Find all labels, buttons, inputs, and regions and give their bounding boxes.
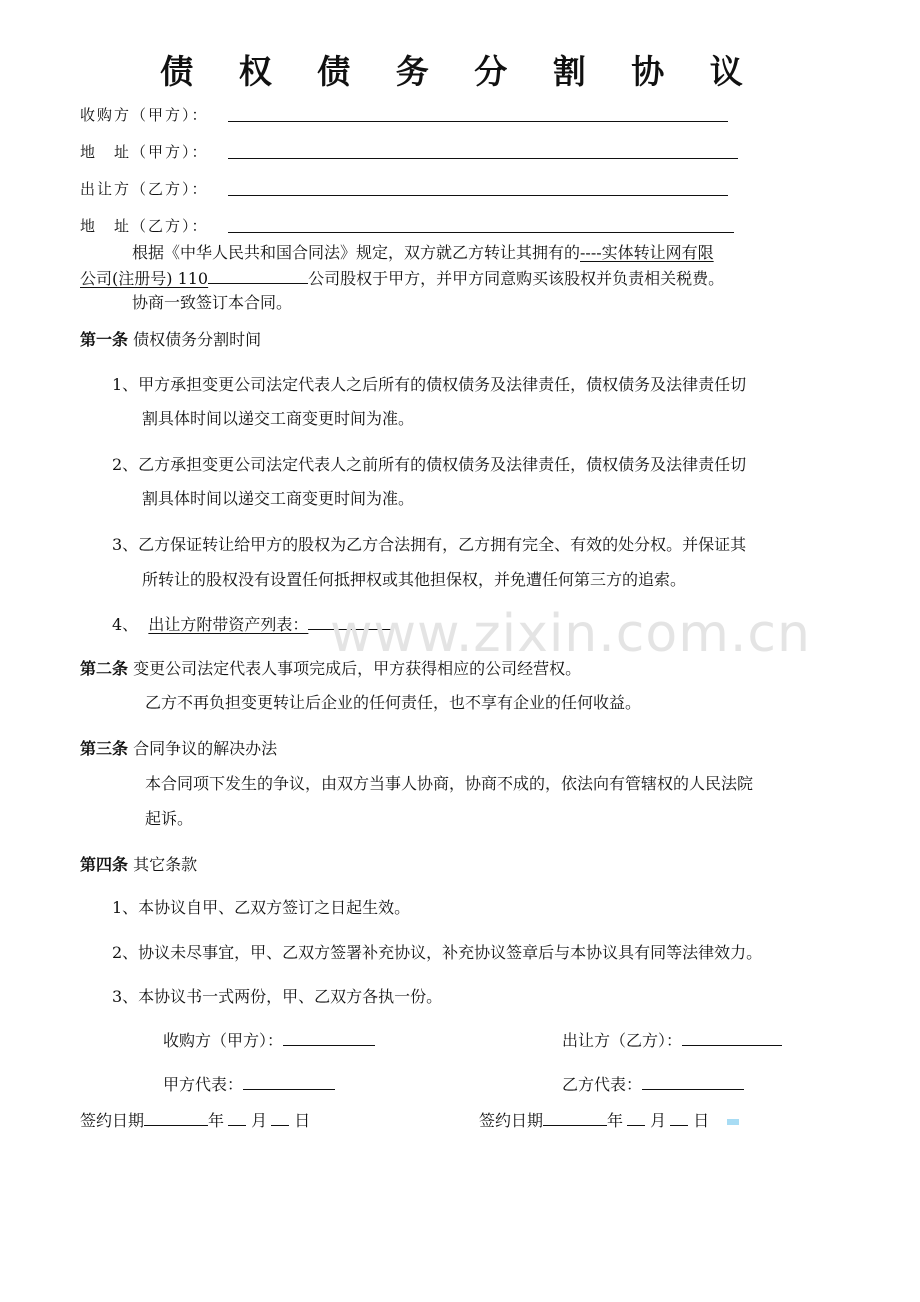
article-4-title: 其它条款 — [133, 855, 198, 874]
month-label: 月 — [251, 1111, 268, 1130]
asset-list-label: 出让方附带资产列表： — [148, 615, 309, 634]
buyer-address-label: 地 址（甲方）： — [80, 143, 209, 161]
article-1-title: 债权债务分割时间 — [133, 330, 262, 349]
article-1-item-3-line-2: 所转让的股权没有设置任何抵押权或其他担保权，并免遭任何第三方的追索。 — [142, 570, 687, 589]
seller-representative — [562, 1072, 744, 1095]
article-4-item-3: 3、本协议书一式两份，甲、乙双方各执一份。 — [112, 987, 443, 1006]
day-blank — [271, 1124, 289, 1126]
month-blank — [627, 1124, 645, 1126]
year-label: 年 — [208, 1111, 225, 1130]
buyer-signature-label: 收购方（甲方）： — [163, 1031, 284, 1050]
article-3-number: 第三条 — [80, 739, 129, 758]
intro-line-3: 协商一致签订本合同。 — [132, 293, 293, 312]
article-1-item-1-line-1: 1、甲方承担变更公司法定代表人之后所有的债权债务及法律责任，债权债务及法律责任切 — [112, 375, 747, 394]
intro-line-2 — [80, 266, 724, 289]
buyer-label: 收购方（甲方）： — [80, 106, 209, 124]
article-3-title: 合同争议的解决办法 — [133, 739, 278, 758]
year-blank — [543, 1124, 607, 1126]
article-1-item-2-line-2: 割具体时间以递交工商变更时间为准。 — [142, 489, 415, 508]
article-3-line-2: 起诉。 — [145, 809, 194, 828]
buyer-representative-blank — [243, 1088, 335, 1090]
seller-sign-date — [479, 1108, 709, 1131]
seller-label: 出让方（乙方）： — [80, 180, 209, 198]
article-1-item-4-number: 4、 — [112, 615, 139, 634]
month-label: 月 — [650, 1111, 667, 1130]
intro-text-continued: 公司股权于甲方，并甲方同意购买该股权并负责相关税费。 — [308, 269, 725, 288]
registration-number-blank — [208, 282, 308, 284]
seller-address-line — [228, 232, 734, 233]
article-4-heading — [80, 852, 197, 875]
intro-text: 根据《中华人民共和国合同法》规定，双方就乙方转让其拥有的 — [132, 243, 581, 262]
year-blank — [144, 1124, 208, 1126]
buyer-representative-label: 甲方代表： — [163, 1075, 244, 1094]
date-label: 签约日期 — [80, 1111, 145, 1130]
buyer-name-line — [228, 121, 728, 122]
article-3-line-1: 本合同项下发生的争议，由双方当事人协商，协商不成的，依法向有管辖权的人民法院 — [145, 774, 754, 793]
buyer-representative — [163, 1072, 335, 1095]
seller-name-line — [228, 195, 728, 196]
seller-signature — [562, 1028, 782, 1051]
date-label: 签约日期 — [479, 1111, 544, 1130]
article-4-item-1: 1、本协议自甲、乙双方签订之日起生效。 — [112, 898, 411, 917]
article-1-item-2-line-1: 2、乙方承担变更公司法定代表人之前所有的债权债务及法律责任，债权债务及法律责任切 — [112, 455, 747, 474]
buyer-signature — [163, 1028, 375, 1051]
day-label: 日 — [693, 1111, 710, 1130]
seller-address-label: 地 址（乙方）： — [80, 217, 209, 235]
company-name-underlined: ----实体转让网有限 — [580, 243, 714, 262]
article-2 — [80, 656, 581, 679]
buyer-sign-date — [80, 1108, 310, 1131]
article-4-item-2: 2、协议未尽事宜，甲、乙双方签署补充协议，补充协议签章后与本协议具有同等法律效力。 — [112, 943, 763, 962]
seller-representative-label: 乙方代表： — [562, 1075, 643, 1094]
day-label: 日 — [294, 1111, 311, 1130]
day-blank — [670, 1124, 688, 1126]
seller-signature-label: 出让方（乙方）： — [562, 1031, 683, 1050]
article-2-number: 第二条 — [80, 659, 129, 678]
buyer-signature-blank — [283, 1044, 375, 1046]
seller-signature-blank — [682, 1044, 782, 1046]
article-1-item-3-line-1: 3、乙方保证转让给甲方的股权为乙方合法拥有，乙方拥有完全、有效的处分权。并保证其 — [112, 535, 747, 554]
article-3-heading — [80, 736, 277, 759]
article-1-heading — [80, 327, 261, 350]
document-title: 债 权 债 务 分 割 协 议 — [160, 52, 760, 91]
highlight-mark — [727, 1119, 739, 1125]
registration-number: 公司(注册号) 110 — [80, 269, 209, 288]
watermark: www.zixin.com.cn — [330, 604, 811, 664]
seller-representative-blank — [642, 1088, 744, 1090]
intro-line-1 — [132, 240, 714, 263]
month-blank — [228, 1124, 246, 1126]
buyer-address-line — [228, 158, 738, 159]
article-2-line-1: 变更公司法定代表人事项完成后，甲方获得相应的公司经营权。 — [133, 659, 582, 678]
year-label: 年 — [607, 1111, 624, 1130]
article-1-item-1-line-2: 割具体时间以递交工商变更时间为准。 — [142, 409, 415, 428]
article-4-number: 第四条 — [80, 855, 129, 874]
article-2-line-2: 乙方不再负担变更转让后企业的任何责任，也不享有企业的任何收益。 — [145, 693, 642, 712]
article-1-number: 第一条 — [80, 330, 129, 349]
